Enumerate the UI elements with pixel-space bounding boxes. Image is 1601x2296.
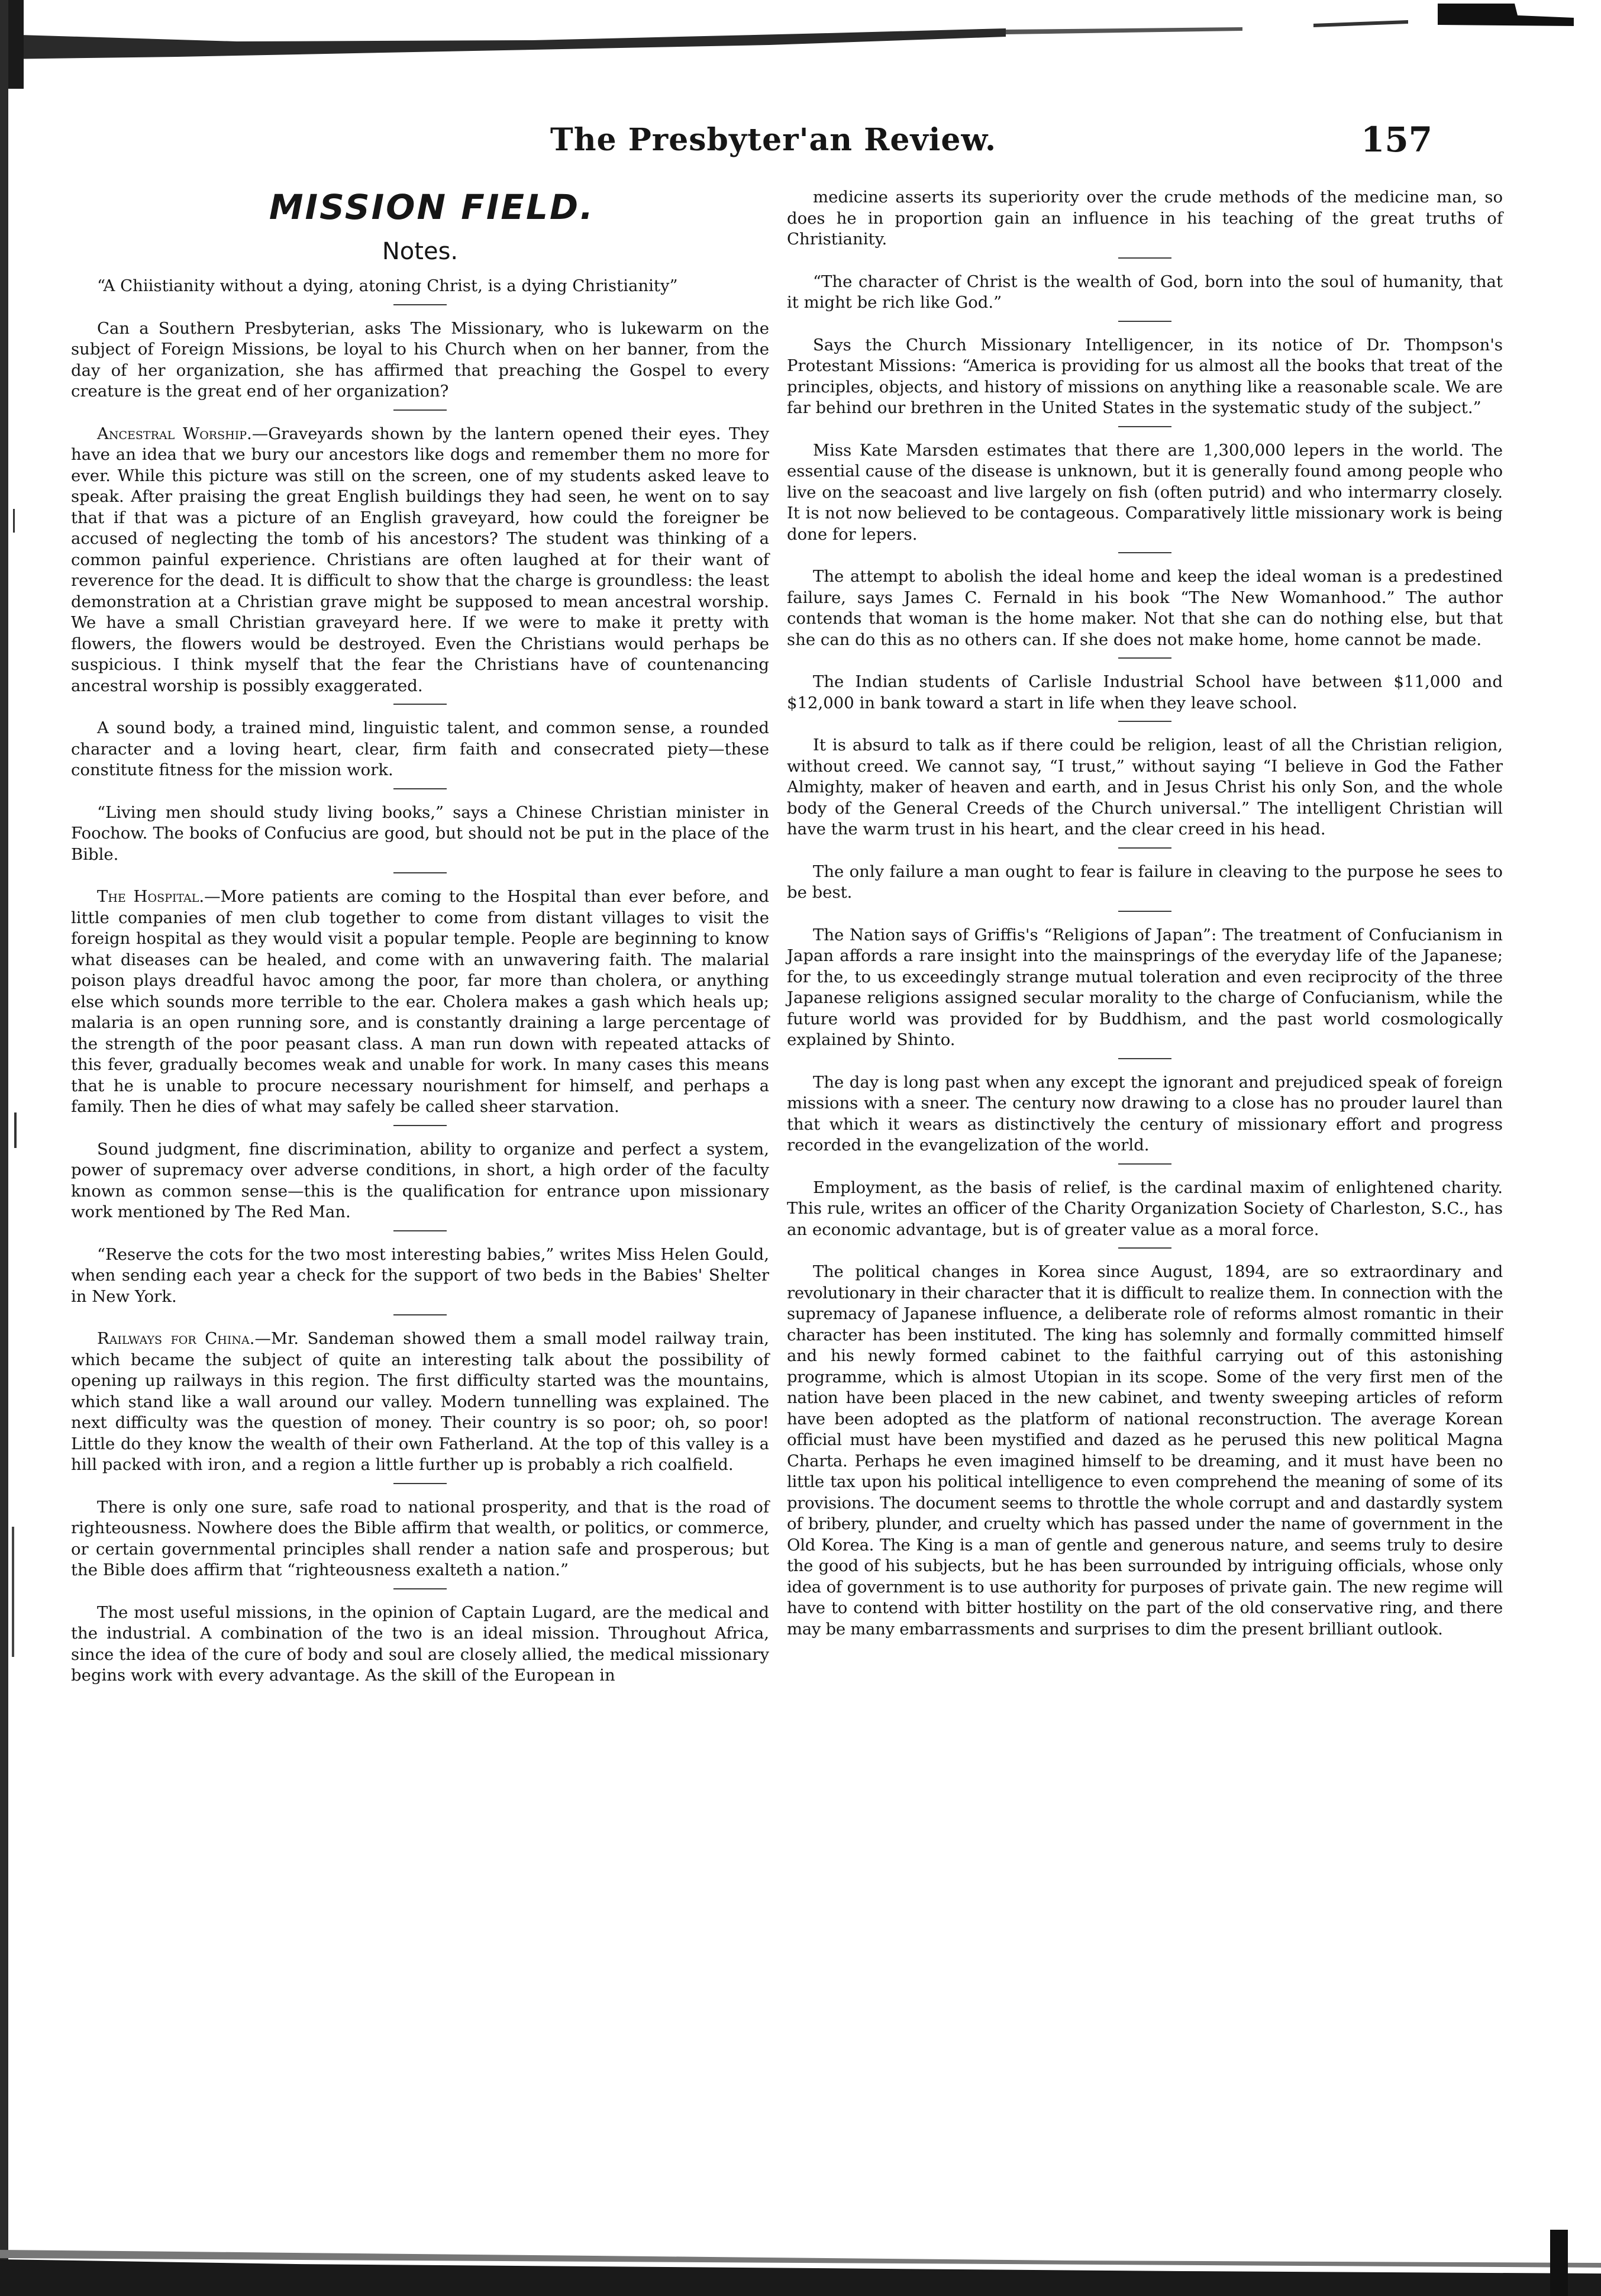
- section-divider: [393, 409, 447, 411]
- section-divider: [1118, 1247, 1171, 1249]
- section-subtitle: Notes.: [382, 238, 459, 265]
- right-column: [787, 187, 1503, 1643]
- article-paragraph: “A Chiistianity without a dying, atoning Christ, is a dying Christianity”: [97, 276, 678, 295]
- section-divider: [393, 1125, 447, 1126]
- article-paragraph: The Hospital.—More patients are coming to the Hospital than ever before, and little companies of men club together to come from distant villages to visit the foreign hospital as they would visit a popular temple. People are beginning to know what diseases can be healed, and come with an unwavering faith. The malarial poison plays dreadful havoc among the poor, far more than cholera, or anything else which sounds more terrible to the ear. Cholera makes a gash which heals up; malaria is an open running sore, and is constantly draining a large percentage of the strength of the poor peasant class. A man run down with repeated attacks of this fever, gradually becomes weak and unable for work. In many cases this means that he is unable to procure necessary nourishment for himself, and perhaps a family. Then he dies of what may safely be called sheer starvation.: [71, 887, 769, 1116]
- section-divider: [1118, 721, 1171, 722]
- section-divider: [1118, 1058, 1171, 1059]
- article-paragraph: It is absurd to talk as if there could be religion, least of all the Christian religion, without creed. We cannot say, “I trust,” without saying “I believe in God the Father Almighty, maker of heaven and earth, and in Jesus Christ his only Son, and the whole body of the General Creeds of the Church universal.” The intelligent Christian will have the warm trust in his heart, and the clear creed in his head.: [787, 736, 1503, 839]
- article-paragraph: medicine asserts its superiority over the crude methods of the medicine man, so does he in proportion gain an influence in his teaching of the great truths of Christianity.: [787, 188, 1503, 249]
- section-divider: [393, 872, 447, 873]
- scan-edge-left: [0, 0, 35, 2296]
- section-divider: [1118, 1163, 1171, 1165]
- section-divider: [393, 304, 447, 305]
- article-paragraph: Says the Church Missionary Intelligencer, in its notice of Dr. Thompson's Protestant Missions: “America is providing for us almost all the books that treat of the principles, objects, and history of missions on anything like a reasonable scale. We are far behind our brethren in the United States in the systematic study of the subject.”: [787, 335, 1503, 417]
- section-divider: [1118, 847, 1171, 849]
- run-in-heading: Railways for China.—: [97, 1329, 271, 1348]
- article-paragraph: The Indian students of Carlisle Industrial School have between $11,000 and $12,000 in bank toward a start in life when they leave school.: [787, 672, 1503, 712]
- section-divider: [393, 704, 447, 705]
- article-paragraph: The most useful missions, in the opinion of Captain Lugard, are the medical and the industrial. A combination of the two is an ideal mission. Throughout Africa, since the idea of the cure of body and soul are closely allied, the medical missionary begins work with every advantage. As the skill of the European in: [71, 1602, 769, 1685]
- article-paragraph: The political changes in Korea since August, 1894, are so extraordinary and revolutionary in their character that it is difficult to realize them. In connection with the supremacy of Japanese influence, a deliberate role of reforms almost romantic in their character has been instituted. The king has solemnly and formally committed himself and his newly formed cabinet to the faithful carrying out of this astonishing programme, which is almost Utopian in its scope. Some of the very first men of the nation have been placed in the new cabinet, and twenty sweeping articles of reform have been adopted as the platform of national reconstruction. The average Korean official must have been mystified and dazed as he perused this new political Magna Charta. Perhaps he even imagined himself to be dreaming, and it must have been no little tax upon his political intelligence to even comprehend the meaning of some of its provisions. The document seems to throttle the whole corrupt and and dastardly system of bribery, plunder, and cruelty which has passed under the name of government in the Old Korea. The King is a man of gentle and generous nature, and seems truly to desire the good of his subjects, but he has been surrounded by intriguing officials, whose only idea of government is to use authority for purposes of private gain. The new regime will have to contend with bitter hostility on the part of the old conservative ring, and there may be many embarrassments and surprises to dim the present brilliant outlook.: [787, 1262, 1503, 1639]
- article-paragraph: Sound judgment, fine discrimination, ability to organize and perfect a system, power of supremacy over adverse conditions, in short, a high order of the faculty known as common sense—this is the qualification for entrance upon missionary work mentioned by The Red Man.: [71, 1139, 769, 1221]
- article-paragraph: A sound body, a trained mind, linguistic talent, and common sense, a rounded character and a loving heart, clear, firm faith and consecrated piety—these constitute fitness for the mission work.: [71, 718, 769, 779]
- article-paragraph: There is only one sure, safe road to national prosperity, and that is the road of righteousness. Nowhere does the Bible affirm that wealth, or politics, or commerce, or certain governmental principles shall render a nation safe and prosperous; but the Bible does affirm that “righteousness exalteth a nation.”: [71, 1497, 769, 1579]
- section-divider: [1118, 911, 1171, 912]
- article-paragraph: The Nation says of Griffis's “Religions of Japan”: The treatment of Confucianism in Japan affords a rare insight into the mainsprings of the everyday life of the Japanese; for the, to us exceedingly strange mutual toleration and even reciprocity of the three Japanese religions assigned secular morality to the charge of Confucianism, while the future world was provided for by Buddhism, and the past world cosmologically explained by Shinto.: [787, 925, 1503, 1049]
- left-column: [71, 187, 769, 1690]
- article-paragraph: Railways for China.—Mr. Sandeman showed them a small model railway train, which became the subject of quite an interesting talk about the possibility of opening up railways in this region. The first difficulty started was the mountains, which stand like a wall around our valley. Modern tunnelling was explained. The next difficulty was the question of money. Their country is so poor; oh, so poor! Little do they know the wealth of their own Fatherland. At the top of this valley is a hill packed with iron, and a region a little further up is probably a rich coalfield.: [71, 1329, 769, 1474]
- article-paragraph: Ancestral Worship.—Graveyards shown by the lantern opened their eyes. They have an idea that we bury our ancestors like dogs and remember them no more for ever. While this picture was still on the screen, one of my students asked leave to speak. After praising the great English buildings they had seen, he went on to say that if that was a picture of an English graveyard, how could the foreigner be accused of neglecting the tomb of his ancestors? The student was thinking of a common painful experience. Christians are often laughed at for their want of reverence for the dead. It is difficult to show that the charge is groundless: the least demonstration at a Christian grave might be supposed to mean ancestral worship. We have a small Christian graveyard here. If we were to make it pretty with flowers, the flowers would be destroyed. Even the Christians would perhaps be suspicious. I think myself that the fear the Christians have of countenancing ancestral worship is possibly exaggerated.: [71, 424, 769, 695]
- run-in-heading: Ancestral Worship.—: [97, 424, 269, 443]
- section-divider: [1118, 257, 1171, 259]
- section-divider: [393, 1588, 447, 1589]
- scan-edge-top: [0, 0, 1601, 89]
- article-paragraph: Can a Southern Presbyterian, asks The Missionary, who is lukewarm on the subject of Foreign Missions, be loyal to his Church when on her banner, from the day of her organization, she has affirmed that preaching the Gospel to every creature is the great end of her organization?: [71, 318, 769, 401]
- article-paragraph: “The character of Christ is the wealth of God, born into the soul of humanity, that it might be rich like God.”: [787, 272, 1503, 312]
- run-in-heading: The Hospital.—: [97, 887, 221, 906]
- section-divider: [1118, 426, 1171, 427]
- section-divider: [393, 1483, 447, 1484]
- article-paragraph: Employment, as the basis of relief, is the cardinal maxim of enlightened charity. This rule, writes an officer of the Charity Organization Society of Charleston, S.C., has an economic advantage, but is of greater value as a moral force.: [787, 1178, 1503, 1239]
- article-paragraph: The attempt to abolish the ideal home and keep the ideal woman is a predestined failure, says James C. Fernald in his book “The New Womanhood.” The author contends that woman is the home maker. Not that she can do nothing else, but that she can do this as no others can. If she does not make home, home cannot be made.: [787, 567, 1503, 649]
- section-divider: [1118, 552, 1171, 553]
- article-paragraph: “Living men should study living books,” says a Chinese Christian minister in Foochow. The books of Confucius are good, but should not be put in the place of the Bible.: [71, 802, 769, 864]
- article-paragraph: The only failure a man ought to fear is failure in cleaving to the purpose he sees to be best.: [787, 862, 1503, 902]
- section-title: MISSION FIELD.: [269, 187, 595, 227]
- page-number: 157: [1361, 120, 1433, 160]
- article-paragraph: The day is long past when any except the ignorant and prejudiced speak of foreign missions with a sneer. The century now drawing to a close has no prouder laurel than that which it wears as distinctively the century of missionary effort and progress recorded in the evangelization of the world.: [787, 1072, 1503, 1155]
- article-paragraph: Miss Kate Marsden estimates that there are 1,300,000 lepers in the world. The essential cause of the disease is unknown, but it is generally found among people who live on the seacoast and live largely on fish (often putrid) and who intermarry closely. It is not now believed to be contageous. Comparatively little missionary work is being done for lepers.: [787, 440, 1503, 544]
- article-paragraph: “Reserve the cots for the two most interesting babies,” writes Miss Helen Gould, when sending each year a check for the support of two beds in the Babies' Shelter in New York.: [71, 1244, 769, 1306]
- section-divider: [393, 1230, 447, 1231]
- section-divider: [1118, 321, 1171, 322]
- scan-edge-bottom: [0, 2230, 1601, 2296]
- section-divider: [393, 788, 447, 789]
- section-divider: [1118, 657, 1171, 659]
- running-head: The Presbyter'an Review.: [550, 122, 997, 158]
- section-divider: [393, 1314, 447, 1315]
